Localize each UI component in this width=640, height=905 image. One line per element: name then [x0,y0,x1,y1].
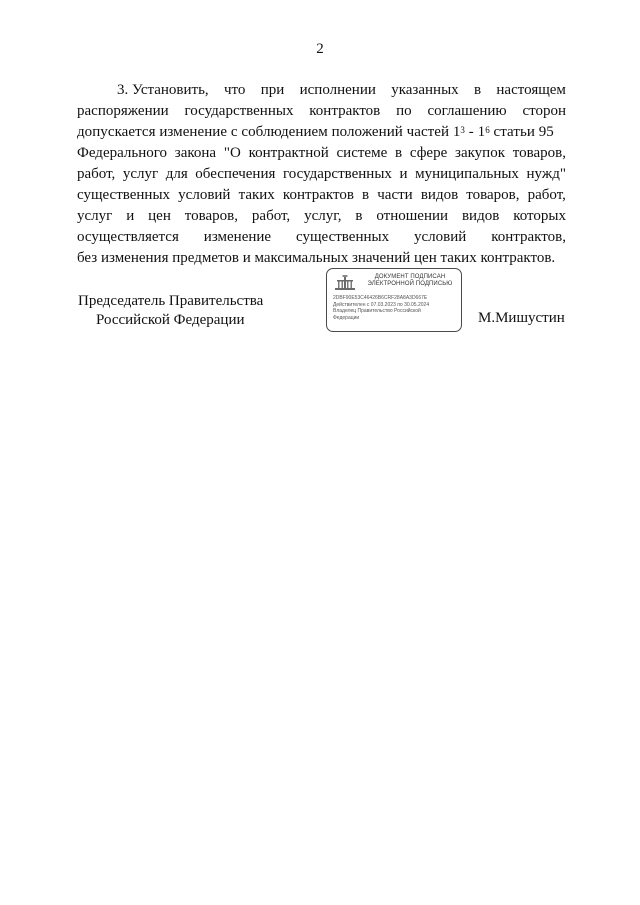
word: и [126,208,135,224]
word: работ, [77,166,116,182]
word: контрактов [282,187,354,203]
word: услуг [122,166,159,182]
paragraph-3 [77,80,566,269]
text-segment: допускается изменение с соблюдением положений частей 1 [77,124,461,140]
word: "О [223,145,241,161]
stamp-title-line-2: ЭЛЕКТРОННОЙ ПОДПИСЬЮ [367,281,453,287]
certificate-validity: Действителен с 07.03.2023 по 30.05.2024 [333,301,430,308]
stamp-details [333,295,461,321]
word: которых [513,208,566,224]
paragraph-line-9 [77,248,566,269]
word: государственных [282,166,392,182]
word: услуг, [304,208,342,224]
word: цен [148,208,171,224]
word: условий [178,187,231,203]
text-segment: статьи 95 [489,124,554,140]
word: таких [238,187,275,203]
word: обеспечения [195,166,276,182]
word: части [377,187,413,203]
certificate-owner-line-1: Владелец Правительство Российской [333,308,421,314]
word: существенных [296,229,390,245]
word: существенных [77,187,171,203]
word: указанных [391,82,459,98]
word: для [165,166,188,182]
superscript: 6 [485,125,490,135]
word: по [396,103,412,119]
word: настоящем [496,82,566,98]
paragraph-line-6 [77,185,566,206]
stamp-title [361,274,459,288]
word: товаров, [184,208,238,224]
word: в [355,208,363,224]
electronic-signature-stamp [326,268,462,332]
word: в [395,145,403,161]
word: условий [414,229,467,245]
paragraph-line-5 [77,164,566,185]
word: товаров, [466,187,520,203]
signatory-position [78,292,278,330]
word: видов [461,208,500,224]
word: системе [336,145,388,161]
word: государственных [184,103,294,119]
word: контрактов [309,103,381,119]
text-segment: без изменения предметов и максимальных значений цен таких контрактов. [77,250,556,266]
word: что [223,82,246,98]
certificate-number: 2DBF90E53C46426B6CRF28A8A3D667E [333,295,428,301]
word: и [399,166,408,182]
paragraph-line-1 [77,80,566,101]
word: нужд" [526,166,566,182]
word: в [362,187,370,203]
word: закупок [455,145,505,161]
word: в [473,82,482,98]
page-number: 2 [316,41,324,57]
word: распоряжении [77,103,169,119]
word: исполнении [299,82,376,98]
paragraph-line-8 [77,227,566,248]
word: изменение [203,229,272,245]
word: соглашению [427,103,507,119]
paragraph-line-7 [77,206,566,227]
position-line-2: Российской Федерации [96,312,245,328]
government-building-icon [334,274,356,291]
text-segment: - 1 [464,124,486,140]
word: отношении [376,208,449,224]
word: контрактов, [491,229,566,245]
superscript: 3 [460,125,465,135]
word: сторон [522,103,566,119]
word: закона [174,145,217,161]
word: муниципальных [415,166,519,182]
word: работ, [251,208,291,224]
word: видов [420,187,459,203]
word: Федерального [77,145,168,161]
word: контрактной [248,145,329,161]
word: работ, [527,187,566,203]
word: услуг [77,208,113,224]
paragraph-line-2 [77,101,566,122]
word: осуществляется [77,229,179,245]
word: товаров, [512,145,566,161]
word: 3. Установить, [117,82,209,98]
certificate-owner-line-2: Федерации [333,314,360,321]
paragraph-line-4 [77,143,566,164]
paragraph-line-3 [77,122,566,143]
word: при [260,82,285,98]
stamp-title-line-1: ДОКУМЕНТ ПОДПИСАН [374,274,446,280]
signatory-name: М.Мишустин [478,310,565,326]
word: сфере [409,145,448,161]
position-line-1: Председатель Правительства [78,293,264,309]
